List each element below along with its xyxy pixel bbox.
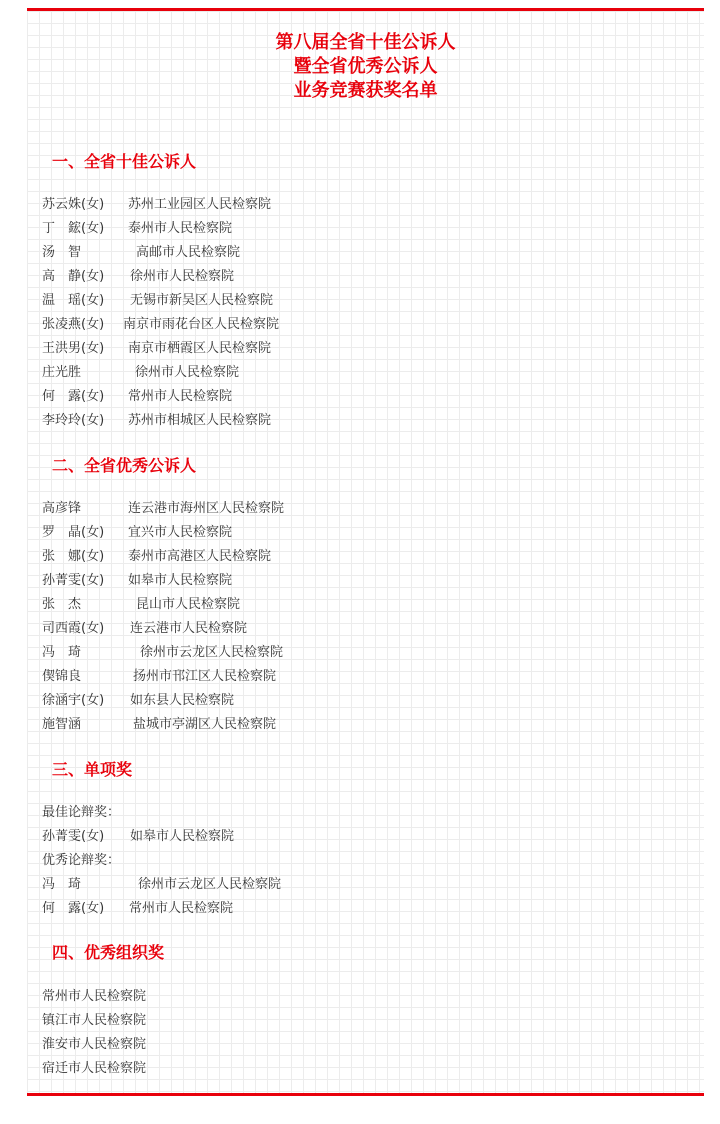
list-item bbox=[42, 825, 281, 849]
organization: 苏州工业园区人民检察院 bbox=[128, 197, 272, 212]
list-item bbox=[42, 385, 279, 409]
person-name: 张 杰 bbox=[42, 597, 82, 612]
list-item: 镇江市人民检察院 bbox=[42, 1013, 147, 1028]
organization: 扬州市邗江区人民检察院 bbox=[133, 669, 277, 684]
person-name: 张凌燕(女) bbox=[42, 317, 105, 332]
list-item bbox=[42, 497, 284, 521]
organization: 宜兴市人民检察院 bbox=[128, 525, 233, 540]
list-item bbox=[42, 241, 279, 265]
award-label-excellent-debate: 优秀论辩奖： bbox=[42, 853, 121, 868]
person-name: 李玲玲(女) bbox=[42, 413, 105, 428]
title-line-1: 第八届全省十佳公诉人 bbox=[275, 32, 456, 53]
organization: 无锡市新吴区人民检察院 bbox=[130, 293, 274, 308]
person-name: 王洪男(女) bbox=[42, 341, 105, 356]
list-item bbox=[42, 409, 279, 433]
list-outstanding bbox=[42, 497, 284, 737]
award-label-best-debate: 最佳论辩奖： bbox=[42, 805, 121, 820]
list-item bbox=[42, 897, 281, 921]
person-name: 何 露(女) bbox=[42, 901, 105, 916]
person-name: 冯 琦 bbox=[42, 645, 82, 660]
list-item bbox=[42, 313, 279, 337]
section-heading-organization-award: 四、优秀组织奖 bbox=[52, 943, 165, 962]
list-item bbox=[42, 689, 284, 713]
list-item bbox=[42, 593, 284, 617]
person-name: 冯 琦 bbox=[42, 877, 82, 892]
list-item bbox=[42, 521, 284, 545]
organization: 徐州市云龙区人民检察院 bbox=[138, 877, 282, 892]
organization: 泰州市高港区人民检察院 bbox=[128, 549, 272, 564]
person-name: 偰锦良 bbox=[42, 669, 82, 684]
section-heading-individual-awards: 三、单项奖 bbox=[52, 760, 133, 779]
list-item bbox=[42, 289, 279, 313]
list-item bbox=[42, 665, 284, 689]
organization: 连云港市海州区人民检察院 bbox=[128, 501, 285, 516]
organization: 徐州市人民检察院 bbox=[135, 365, 240, 380]
organization: 泰州市人民检察院 bbox=[128, 221, 233, 236]
document-sheet bbox=[27, 8, 704, 1096]
organization: 如东县人民检察院 bbox=[130, 693, 235, 708]
organization: 徐州市人民检察院 bbox=[130, 269, 235, 284]
organization: 盐城市亭湖区人民检察院 bbox=[133, 717, 277, 732]
person-name: 丁 鋐(女) bbox=[42, 221, 105, 236]
person-name: 高 静(女) bbox=[42, 269, 105, 284]
person-name: 徐涵宇(女) bbox=[42, 693, 105, 708]
list-item bbox=[42, 545, 284, 569]
organization: 南京市雨花台区人民检察院 bbox=[123, 317, 280, 332]
person-name: 孙菁雯(女) bbox=[42, 829, 105, 844]
list-item: 宿迁市人民检察院 bbox=[42, 1061, 147, 1076]
list-item bbox=[42, 217, 279, 241]
organization: 昆山市人民检察院 bbox=[136, 597, 241, 612]
organization: 苏州市相城区人民检察院 bbox=[128, 413, 272, 428]
list-item bbox=[42, 361, 279, 385]
list-individual-awards bbox=[42, 801, 281, 921]
list-item bbox=[42, 713, 284, 737]
organization: 南京市栖霞区人民检察院 bbox=[128, 341, 272, 356]
list-item bbox=[42, 617, 284, 641]
person-name: 庄光胜 bbox=[42, 365, 82, 380]
list-top-ten bbox=[42, 193, 279, 433]
list-item bbox=[42, 569, 284, 593]
organization: 常州市人民检察院 bbox=[128, 389, 233, 404]
person-name: 施智涵 bbox=[42, 717, 82, 732]
document-title bbox=[27, 31, 704, 103]
person-name: 孙菁雯(女) bbox=[42, 573, 105, 588]
section-heading-top-ten: 一、全省十佳公诉人 bbox=[52, 152, 197, 171]
person-name: 高彦锋 bbox=[42, 501, 82, 516]
person-name: 温 瑶(女) bbox=[42, 293, 105, 308]
list-item: 常州市人民检察院 bbox=[42, 989, 147, 1004]
list-item bbox=[42, 265, 279, 289]
organization: 常州市人民检察院 bbox=[129, 901, 234, 916]
section-heading-outstanding: 二、全省优秀公诉人 bbox=[52, 456, 197, 475]
list-item bbox=[42, 641, 284, 665]
organization: 如皋市人民检察院 bbox=[128, 573, 233, 588]
person-name: 汤 智 bbox=[42, 245, 82, 260]
list-item: 淮安市人民检察院 bbox=[42, 1037, 147, 1052]
list-organization-award bbox=[42, 985, 146, 1081]
organization: 徐州市云龙区人民检察院 bbox=[140, 645, 284, 660]
organization: 高邮市人民检察院 bbox=[136, 245, 241, 260]
person-name: 张 娜(女) bbox=[42, 549, 105, 564]
organization: 连云港市人民检察院 bbox=[130, 621, 248, 636]
title-line-3: 业务竞赛获奖名单 bbox=[293, 80, 438, 101]
list-item bbox=[42, 193, 279, 217]
title-line-2: 暨全省优秀公诉人 bbox=[293, 56, 438, 77]
organization: 如皋市人民检察院 bbox=[130, 829, 235, 844]
list-item bbox=[42, 873, 281, 897]
list-item bbox=[42, 337, 279, 361]
person-name: 司西霞(女) bbox=[42, 621, 105, 636]
person-name: 苏云姝(女) bbox=[42, 197, 105, 212]
person-name: 何 露(女) bbox=[42, 389, 105, 404]
person-name: 罗 晶(女) bbox=[42, 525, 105, 540]
